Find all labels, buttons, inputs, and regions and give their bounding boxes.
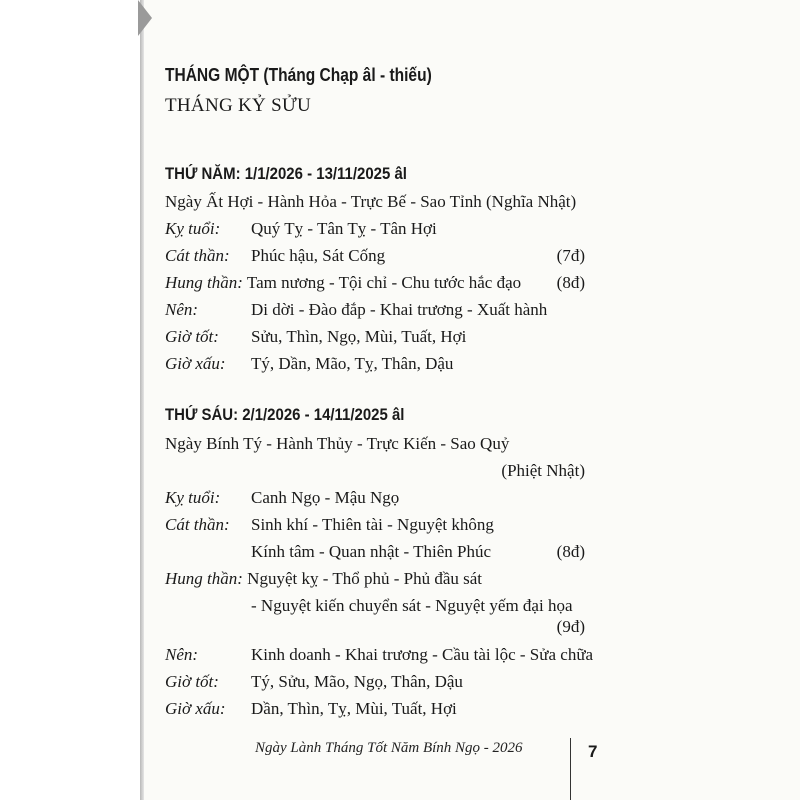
nen-row	[165, 645, 594, 665]
hung-than-value: Tam nương - Tội chỉ - Chu tước hắc đạo	[246, 273, 522, 292]
gio-tot-value: Sửu, Thìn, Ngọ, Mùi, Tuất, Hợi	[251, 327, 467, 346]
cat-than-points: (8đ)	[556, 542, 585, 561]
day-summary: Ngày Ất Hợi - Hành Hỏa - Trực Bế - Sao Tỉnh (Nghĩa Nhật)	[165, 192, 577, 211]
hung-than-value: Nguyệt kỵ - Thổ phủ - Phủ đầu sát	[247, 569, 483, 588]
cat-than-value-2: Kính tâm - Quan nhật - Thiên Phúc	[251, 542, 492, 561]
page-spine	[140, 0, 144, 800]
cat-than-value: Sinh khí - Thiên tài - Nguyệt không	[251, 515, 494, 534]
gio-xau-value: Dần, Thìn, Tỵ, Mùi, Tuất, Hợi	[251, 699, 457, 718]
ky-tuoi-row	[165, 219, 585, 239]
ky-tuoi-label: Kỵ tuổi:	[165, 488, 221, 507]
hung-than-row	[165, 569, 585, 589]
hung-than-row	[165, 273, 585, 293]
ky-tuoi-value: Canh Ngọ - Mậu Ngọ	[251, 488, 400, 507]
day-heading: THỨ SÁU: 2/1/2026 - 14/11/2025 âl	[165, 405, 405, 424]
nen-label: Nên:	[165, 645, 199, 664]
hung-than-value-2: - Nguyệt kiến chuyển sát - Nguyệt yếm đại họa	[251, 596, 573, 615]
page-number: 7	[588, 742, 598, 761]
gio-xau-value: Tý, Dần, Mão, Tỵ, Thân, Dậu	[251, 354, 454, 373]
ky-tuoi-label: Kỵ tuổi:	[165, 219, 221, 238]
nen-label: Nên:	[165, 300, 199, 319]
cat-than-label: Cát thần:	[165, 515, 230, 534]
cat-than-label: Cát thần:	[165, 246, 230, 265]
gio-xau-row	[165, 354, 585, 374]
ky-tuoi-row	[165, 488, 585, 508]
cat-than-value: Phúc hậu, Sát Cống	[251, 246, 386, 265]
gio-tot-value: Tý, Sửu, Mão, Ngọ, Thân, Dậu	[251, 672, 463, 691]
gio-xau-label: Giờ xấu:	[165, 699, 226, 718]
hung-than-points: (9đ)	[556, 617, 585, 636]
nen-value: Kinh doanh - Khai trương - Cầu tài lộc - Sửa chữa	[251, 645, 594, 664]
cat-than-points: (7đ)	[556, 246, 585, 265]
gio-tot-label: Giờ tốt:	[165, 672, 219, 691]
cat-than-row	[165, 515, 585, 535]
day-summary: Ngày Bính Tý - Hành Thủy - Trực Kiến - Sao Quỷ	[165, 434, 510, 453]
gio-xau-row	[165, 699, 585, 719]
nen-row	[165, 300, 585, 320]
hung-than-label: Hung thần:	[165, 273, 243, 292]
nen-value: Di dời - Đào đắp - Khai trương - Xuất hành	[251, 300, 548, 319]
footer-divider	[570, 738, 571, 800]
cat-than-row	[165, 246, 585, 266]
hung-than-row-2	[165, 596, 585, 616]
day-heading: THỨ NĂM: 1/1/2026 - 13/11/2025 âl	[165, 164, 407, 183]
month-subtitle: THÁNG KỶ SỬU	[165, 95, 312, 116]
day-summary-cont: (Phiệt Nhật)	[501, 461, 585, 480]
gio-tot-row	[165, 327, 585, 347]
hung-than-label: Hung thần:	[165, 569, 243, 588]
ky-tuoi-value: Quý Tỵ - Tân Tỵ - Tân Hợi	[251, 219, 437, 238]
hung-than-points: (8đ)	[556, 273, 585, 292]
gio-tot-label: Giờ tốt:	[165, 327, 219, 346]
month-title: THÁNG MỘT (Tháng Chạp âl - thiếu)	[165, 64, 432, 85]
cat-than-row-2	[165, 542, 585, 562]
gio-tot-row	[165, 672, 585, 692]
page-corner-fold	[138, 0, 152, 36]
running-footer: Ngày Lành Tháng Tốt Năm Bính Ngọ - 2026	[255, 740, 523, 756]
gio-xau-label: Giờ xấu:	[165, 354, 226, 373]
